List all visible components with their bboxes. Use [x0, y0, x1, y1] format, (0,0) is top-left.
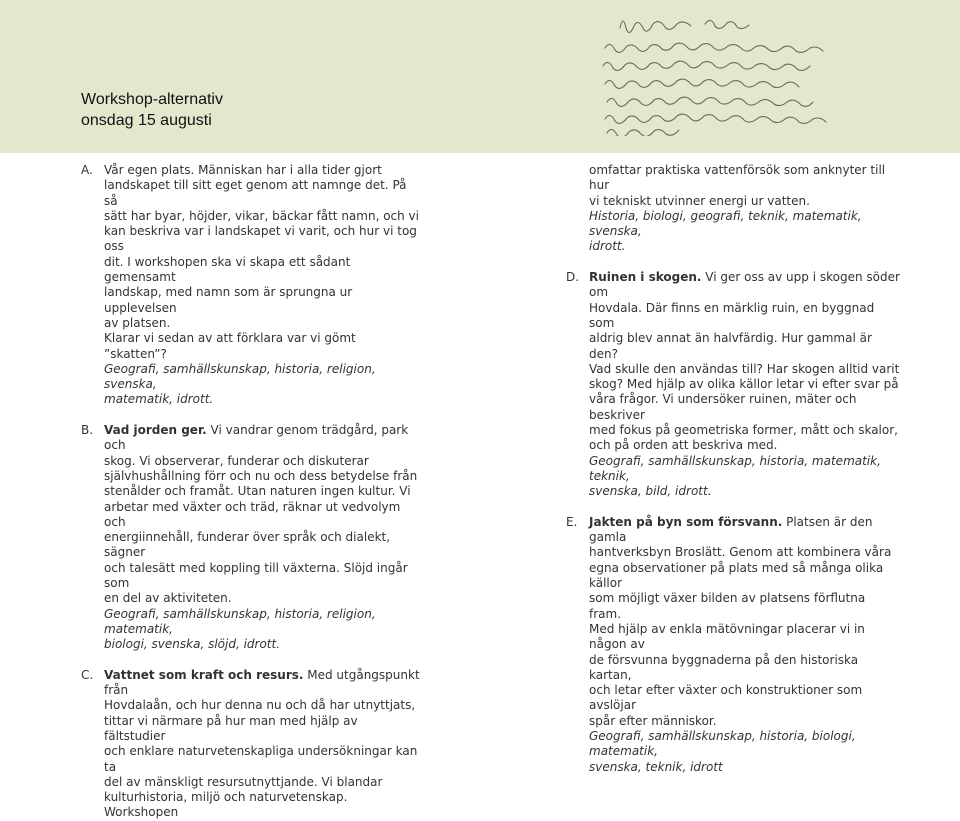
item-b-line-1: självhushållning förr och nu och dess betydelse från [104, 468, 418, 483]
left-column [81, 163, 421, 821]
item-b-line-first [104, 423, 421, 454]
item-e-line-6: spår efter människor. [589, 713, 717, 728]
item-a-subjects-1: matematik, idrott. [104, 392, 214, 407]
item-letter: C. [81, 667, 94, 682]
item-c-line-0: Hovdalaån, och hur denna nu och då har utnyttjats, [104, 698, 416, 713]
item-d-subjects-1: svenska, bild, idrott. [589, 484, 712, 499]
item-c-line-1: tittar vi närmare på hur man med hjälp av fältstudier [104, 713, 358, 743]
item-letter: E. [566, 514, 578, 529]
workshop-item-d [566, 270, 900, 499]
title-line-1: Workshop-alternativ [81, 91, 223, 108]
item-b-line-6: en del av aktiviteten. [104, 591, 232, 606]
item-d-line-6: och på orden att beskriva med. [589, 438, 778, 453]
item-c-heading: Vattnet som kraft och resurs. [104, 667, 304, 682]
item-d-line-first [589, 270, 900, 301]
item-c-line-3: del av mänskligt resursutnyttjande. Vi blandar [104, 774, 383, 789]
workshop-item-c-continued [566, 163, 900, 255]
handwritten-letter-image [595, 6, 960, 136]
workshop-item-a [81, 163, 421, 408]
item-letter: D. [566, 270, 580, 285]
item-e-heading: Jakten på byn som försvann. [589, 514, 783, 529]
item-b-first-rest: Vi vandrar genom trädgård, park och [104, 423, 409, 453]
item-b-line-3: arbetar med växter och träd, räknar ut vedvolym och [104, 499, 401, 529]
item-d-line-4: våra frågor. Vi undersöker ruinen, mäter och beskriver [589, 392, 857, 422]
header-band [0, 0, 960, 153]
item-e-line-0: hantverksbyn Broslätt. Genom att kombinera våra [589, 545, 892, 560]
item-letter: A. [81, 163, 93, 177]
item-c-line-2: och enklare naturvetenskapliga undersökningar kan ta [104, 744, 418, 774]
item-c-subjects-0: Historia, biologi, geografi, teknik, matematik, svenska, [589, 208, 862, 239]
item-a-line-5: landskap, med namn som är sprungna ur upplevelsen [104, 285, 353, 315]
item-a-line-1: landskapet till sitt eget genom att namnge det. På så [104, 178, 407, 208]
item-e-subjects-1: svenska, teknik, idrott [589, 759, 723, 774]
item-a-line-4: dit. I workshopen ska vi skapa ett sådant gemensamt [104, 254, 351, 285]
item-c-line-first [104, 668, 421, 699]
item-b-subjects-1: biologi, svenska, slöjd, idrott. [104, 637, 281, 652]
item-b-heading: Vad jorden ger. [104, 423, 207, 438]
workshop-item-e [566, 515, 900, 775]
item-e-line-5: och letar efter växter och konstruktioner som avslöjar [589, 683, 863, 713]
item-e-line-first [589, 515, 900, 546]
item-e-line-3: Med hjälp av enkla mätövningar placerar vi in någon av [589, 621, 865, 652]
page-title [81, 89, 223, 131]
item-c-first-rest: Med utgångspunkt från [104, 667, 420, 698]
item-a-line-2: sätt har byar, höjder, vikar, bäckar fått namn, och vi [104, 208, 419, 223]
item-b-line-2: stenålder och framåt. Utan naturen ingen kultur. Vi [104, 484, 411, 499]
item-a-line-3: kan beskriva var i landskapet vi varit, och hur vi tog oss [104, 224, 417, 254]
item-d-line-3: skog? Med hjälp av olika källor letar vi efter svar på [589, 377, 899, 392]
item-d-subjects-0: Geografi, samhällskunskap, historia, matematik, teknik, [589, 453, 881, 483]
item-d-line-1: aldrig blev annat än halvfärdig. Hur gammal är den? [589, 331, 872, 361]
item-a-line-7: Klarar vi sedan av att förklara var vi gömt ”skatten”? [104, 331, 356, 361]
item-e-line-1: egna observationer på plats med så många olika källor [589, 560, 884, 591]
title-line-2: onsdag 15 augusti [81, 112, 212, 129]
item-b-line-5: och talesätt med koppling till växterna. Slöjd ingår som [104, 560, 408, 591]
workshop-item-b [81, 423, 421, 652]
item-d-line-5: med fokus på geometriska former, mått och skalor, [589, 423, 898, 438]
item-a-subjects-0: Geografi, samhällskunskap, historia, religion, svenska, [104, 361, 376, 392]
item-c-cont-0: omfattar praktiska vattenförsök som anknyter till hur [589, 163, 886, 193]
item-b-subjects-0: Geografi, samhällskunskap, historia, religion, matematik, [104, 606, 376, 636]
item-d-line-0: Hovdala. Där finns en märklig ruin, en byggnad som [589, 300, 875, 330]
item-d-heading: Ruinen i skogen. [589, 270, 702, 285]
right-column [566, 163, 900, 775]
item-c-cont-1: vi tekniskt utvinner energi ur vatten. [589, 193, 810, 208]
item-a-line-6: av platsen. [104, 315, 171, 330]
item-c-line-4: kulturhistoria, miljö och naturvetenskap. Workshopen [104, 790, 348, 820]
item-e-subjects-0: Geografi, samhällskunskap, historia, biologi, matematik, [589, 728, 856, 759]
workshop-item-c [81, 668, 421, 821]
item-d-line-2: Vad skulle den användas till? Har skogen alltid varit [589, 361, 900, 376]
item-a-line-0: Vår egen plats. Människan har i alla tider gjort [104, 163, 382, 177]
item-c-subjects-1: idrott. [589, 239, 626, 254]
item-letter: B. [81, 423, 94, 438]
item-e-line-2: som möjligt växer bilden av platsens förflutna fram. [589, 591, 866, 621]
item-d-first-rest: Vi ger oss av upp i skogen söder om [589, 270, 900, 300]
item-e-first-rest: Platsen är den gamla [589, 514, 873, 545]
item-b-line-4: energiinnehåll, funderar över språk och dialekt, sägner [104, 530, 391, 560]
item-e-line-4: de försvunna byggnaderna på den historiska kartan, [589, 652, 859, 682]
item-b-line-0: skog. Vi observerar, funderar och diskuterar [104, 453, 369, 468]
